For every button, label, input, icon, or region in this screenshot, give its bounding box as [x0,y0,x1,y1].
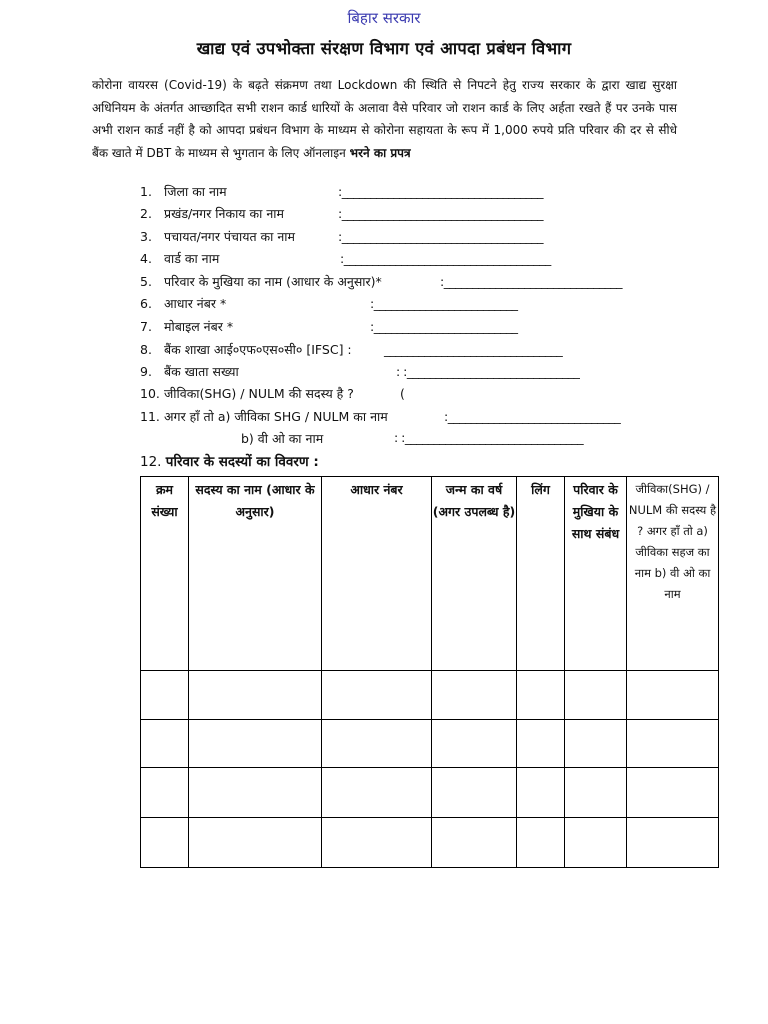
members-heading-text: परिवार के सदस्यों का विवरण : [165,454,319,470]
table-cell[interactable] [141,720,189,768]
table-header-row [141,477,719,671]
table-cell[interactable] [322,818,432,868]
field-shg-member [140,384,405,404]
table-cell[interactable] [322,720,432,768]
table-cell[interactable] [517,818,565,868]
table-cell[interactable] [627,671,719,720]
col-name-header: सदस्य का नाम (आधार के अनुसार) [189,477,322,671]
field-label: बैंक शाखा आई०एफ०एस०सी० [IFSC] : [164,342,352,357]
field-number: 1. [140,184,152,199]
field-ward [140,249,551,269]
table-cell[interactable] [627,768,719,818]
table-cell[interactable] [517,720,565,768]
table-cell[interactable] [189,768,322,818]
head-name-input-line[interactable]: :_______________________________ [440,274,622,289]
table-cell[interactable] [432,818,517,868]
vo-name-label: b) वी ओ का नाम [241,431,324,446]
field-vo-name [241,430,323,447]
field-head-name [140,272,622,292]
field-label: आधार नंबर * [164,296,227,311]
shg-name-input-line[interactable]: :______________________________ [444,409,621,424]
field-label: परिवार के मुखिया का नाम (आधार के अनुसार)* [164,274,382,289]
members-table [140,476,719,868]
field-number: 7. [140,319,152,334]
mobile-input-line[interactable]: :_________________________ [370,319,518,334]
ward-input-line[interactable]: :____________________________________ [340,251,551,266]
field-number: 3. [140,229,152,244]
panchayat-input-line[interactable]: :___________________________________ [338,229,543,244]
table-cell[interactable] [141,818,189,868]
col-shg-header: जीविका(SHG) / NULM की सदस्य है ? अगर हाँ तो a) जीविका सहज का नाम b) वी ओ का नाम [627,477,719,671]
col-relation-header: परिवार के मुखिया के साथ संबंध [565,477,627,671]
field-label: पचायत/नगर पंचायत का नाम [164,229,296,244]
table-cell[interactable] [432,671,517,720]
field-mobile [140,317,518,337]
table-cell[interactable] [141,671,189,720]
field-panchayat [140,227,543,247]
table-cell[interactable] [141,768,189,818]
field-label: वार्ड का नाम [164,251,220,266]
table-cell[interactable] [627,720,719,768]
field-label: प्रखंड/नगर निकाय का नाम [164,206,284,221]
field-number: 10. [140,386,160,401]
table-cell[interactable] [565,818,627,868]
district-input-line[interactable]: :___________________________________ [338,184,543,199]
field-number: 11. [140,409,160,424]
field-label: जिला का नाम [164,184,227,199]
table-cell[interactable] [189,671,322,720]
field-number: 9. [140,364,152,379]
table-row [141,720,719,768]
field-district [140,182,543,202]
table-cell[interactable] [627,818,719,868]
field-block [140,204,543,224]
ifsc-input-line[interactable]: _______________________________ [384,342,563,357]
table-cell[interactable] [189,818,322,868]
field-shg-name [140,407,621,427]
intro-bold: भरने का प्रपत्र [349,145,411,160]
block-input-line[interactable]: :___________________________________ [338,206,543,221]
table-cell[interactable] [432,720,517,768]
intro-text: कोरोना वायरस (Covid-19) के बढ़ते संक्रमण तथा Lockdown की स्थिति से निपटने हेतु राज्य सरकार के द्वारा खाद्य सुरक्षा अधिनियम के अंतर्गत आच्छादित सभी राशन कार्ड धारियों के अलावा वैसे परिवार जो राशन कार्ड के लिए अर्हता रखते हैं पर उनके पास अभी राशन कार्ड नहीं है को आपदा प्रबंधन विभाग के माध्यम से कोरोना सहायता के रूप में 1,000 रुपये प्रति परिवार की दर से सीधे बैंक खाते में DBT के माध्यम से भुगतान के लिए ऑनलाइन [92,78,677,160]
field-label: जीविका(SHG) / NULM की सदस्य है ? [164,386,354,401]
field-number: 6. [140,296,152,311]
table-cell[interactable] [432,768,517,818]
aadhaar-input-line[interactable]: :_________________________ [370,296,518,311]
field-label: अगर हाँ तो a) जीविका SHG / NULM का नाम [164,409,388,424]
intro-paragraph [92,74,677,164]
field-number: 4. [140,251,152,266]
field-label: बैंक खाता सख्या [164,364,239,379]
table-cell[interactable] [517,768,565,818]
col-gender-header: लिंग [517,477,565,671]
field-account [140,362,580,382]
government-title: बिहार सरकार [347,9,421,27]
table-cell[interactable] [565,720,627,768]
field-number: 8. [140,342,152,357]
table-cell[interactable] [517,671,565,720]
col-birth-year-header: जन्म का वर्ष (अगर उपलब्ध है) [432,477,517,671]
table-cell[interactable] [565,671,627,720]
table-cell[interactable] [189,720,322,768]
members-heading-number: 12. [140,454,162,470]
department-title: खाद्य एवं उपभोक्ता संरक्षण विभाग एवं आपदा प्रबंधन विभाग [196,39,572,58]
col-serial-header: क्रम संख्या [141,477,189,671]
table-row [141,818,719,868]
members-heading [140,452,319,470]
table-row [141,671,719,720]
field-label: मोबाइल नंबर * [164,319,234,334]
field-aadhaar [140,294,518,314]
table-cell[interactable] [565,768,627,818]
shg-member-input[interactable]: ( [400,386,405,401]
table-cell[interactable] [322,768,432,818]
field-ifsc [140,340,563,360]
field-number: 5. [140,274,152,289]
col-aadhaar-header: आधार नंबर [322,477,432,671]
account-input-line[interactable]: : :______________________________ [396,364,580,379]
vo-name-input-line[interactable]: : :_______________________________ [394,430,584,445]
table-row [141,768,719,818]
table-cell[interactable] [322,671,432,720]
field-number: 2. [140,206,152,221]
